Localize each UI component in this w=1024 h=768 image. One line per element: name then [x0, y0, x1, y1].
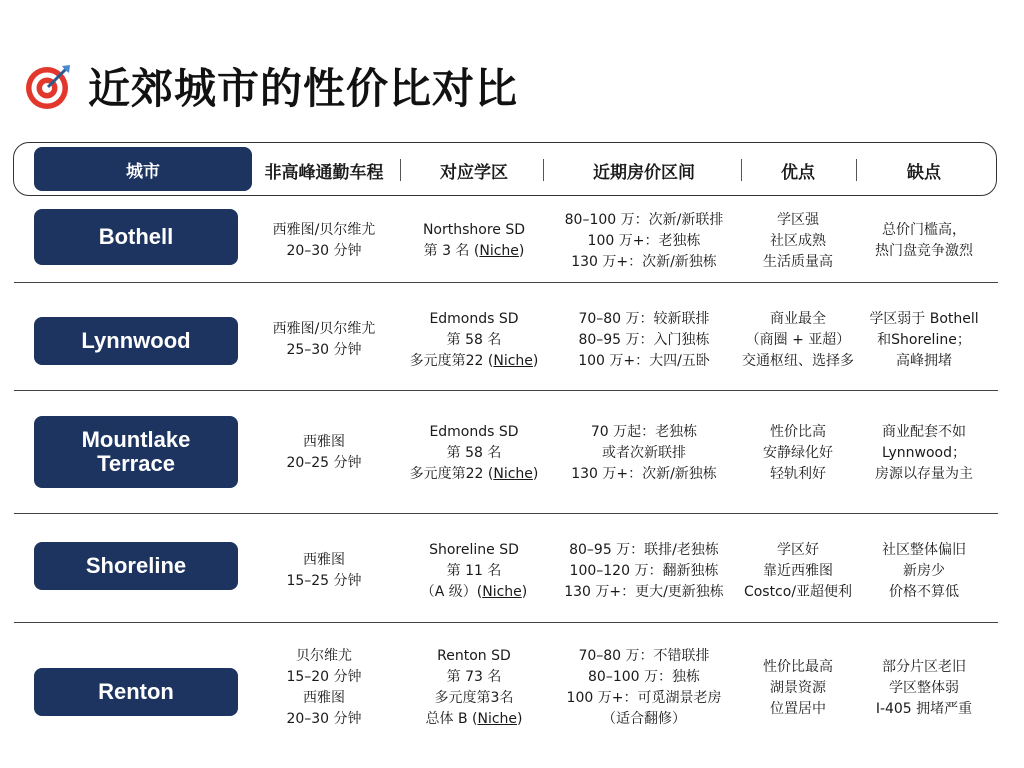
header-commute: 非高峰通勤车程 — [264, 162, 384, 183]
school-cell: Shoreline SD 第 11 名 （A 级）(Niche) — [420, 541, 528, 600]
school-cell: Edmonds SD 第 58 名 多元度第22 (Niche) — [409, 423, 539, 482]
commute-cell: 西雅图/贝尔维尤 20–30 分钟 — [272, 222, 376, 259]
header-school: 对应学区 — [440, 162, 508, 183]
city-button-lynnwood[interactable]: Lynnwood — [34, 317, 238, 365]
commute-cell: 西雅图 20–25 分钟 — [286, 434, 362, 471]
table-row — [14, 290, 998, 390]
city-button-bothell[interactable]: Bothell — [34, 209, 238, 265]
pros-cell: 性价比最高 湖景资源 位置居中 — [763, 658, 833, 717]
row-divider — [14, 622, 998, 623]
price-cell: 80–95 万：联排/老独栋 100–120 万：翻新独栋 130 万+：更大/更新独栋 — [564, 541, 724, 600]
header-divider — [400, 159, 401, 181]
niche-link[interactable]: Niche — [482, 583, 522, 600]
title-row — [24, 58, 518, 114]
cons-cell: 部分片区老旧 学区整体弱 I-405 拥堵严重 — [875, 658, 973, 717]
price-cell: 80–100 万：次新/新联排 100 万+：老独栋 130 万+：次新/新独栋 — [564, 211, 724, 270]
header-city: 城市 — [34, 147, 252, 191]
niche-link[interactable]: Niche — [477, 711, 518, 727]
page-title: 近郊城市的性价比对比 — [88, 64, 519, 113]
niche-link[interactable]: Niche — [493, 352, 533, 369]
school-cell: Renton SD 第 73 名 多元度第3名 总体 B (Niche) — [425, 648, 523, 727]
table-row — [14, 200, 998, 282]
header-divider — [856, 159, 857, 181]
city-button-mountlake-terrace[interactable]: Mountlake Terrace — [34, 416, 238, 488]
table-row — [14, 398, 998, 508]
row-divider — [14, 390, 998, 391]
pros-cell: 学区强 社区成熟 生活质量高 — [763, 211, 833, 270]
price-cell: 70–80 万：较新联排 80–95 万：入门独栋 100 万+：大四/五卧 — [578, 310, 710, 369]
row-divider — [14, 513, 998, 514]
pros-cell: 商业最全 （商圈 + 亚超） 交通枢纽、选择多 — [742, 310, 854, 369]
commute-cell: 贝尔维尤 15–20 分钟 西雅图 20–30 分钟 — [286, 648, 362, 727]
target-icon — [24, 61, 74, 111]
table-header — [13, 142, 997, 196]
cons-cell: 商业配套不如 Lynnwood； 房源以存量为主 — [875, 423, 973, 482]
price-cell: 70–80 万：不错联排 80–100 万：独栋 100 万+：可觅湖景老房 （适合翻修） — [566, 648, 722, 727]
city-button-renton[interactable]: Renton — [34, 668, 238, 716]
table-row — [14, 521, 998, 621]
header-pros: 优点 — [781, 162, 815, 183]
commute-cell: 西雅图 15–25 分钟 — [286, 552, 362, 589]
header-cons: 缺点 — [907, 162, 941, 183]
price-cell: 70 万起：老独栋 或者次新联排 130 万+：次新/新独栋 — [571, 423, 717, 482]
niche-link[interactable]: Niche — [493, 465, 533, 482]
school-cell: Northshore SD 第 3 名 (Niche) — [422, 222, 526, 259]
cons-cell: 学区弱于 Bothell 和Shoreline； 高峰拥堵 — [869, 310, 979, 369]
header-price: 近期房价区间 — [593, 162, 695, 183]
table-row — [14, 638, 998, 738]
cons-cell: 总价门槛高， 热门盘竞争激烈 — [875, 222, 973, 259]
city-button-shoreline[interactable]: Shoreline — [34, 542, 238, 590]
pros-cell: 学区好 靠近西雅图 Costco/亚超便利 — [743, 541, 853, 600]
pros-cell: 性价比高 安静绿化好 轻轨利好 — [763, 423, 833, 482]
niche-link[interactable]: Niche — [479, 243, 519, 259]
school-cell: Edmonds SD 第 58 名 多元度第22 (Niche) — [409, 310, 539, 369]
commute-cell: 西雅图/贝尔维尤 25–30 分钟 — [272, 321, 376, 358]
cons-cell: 社区整体偏旧 新房少 价格不算低 — [882, 541, 966, 600]
row-divider — [14, 282, 998, 283]
